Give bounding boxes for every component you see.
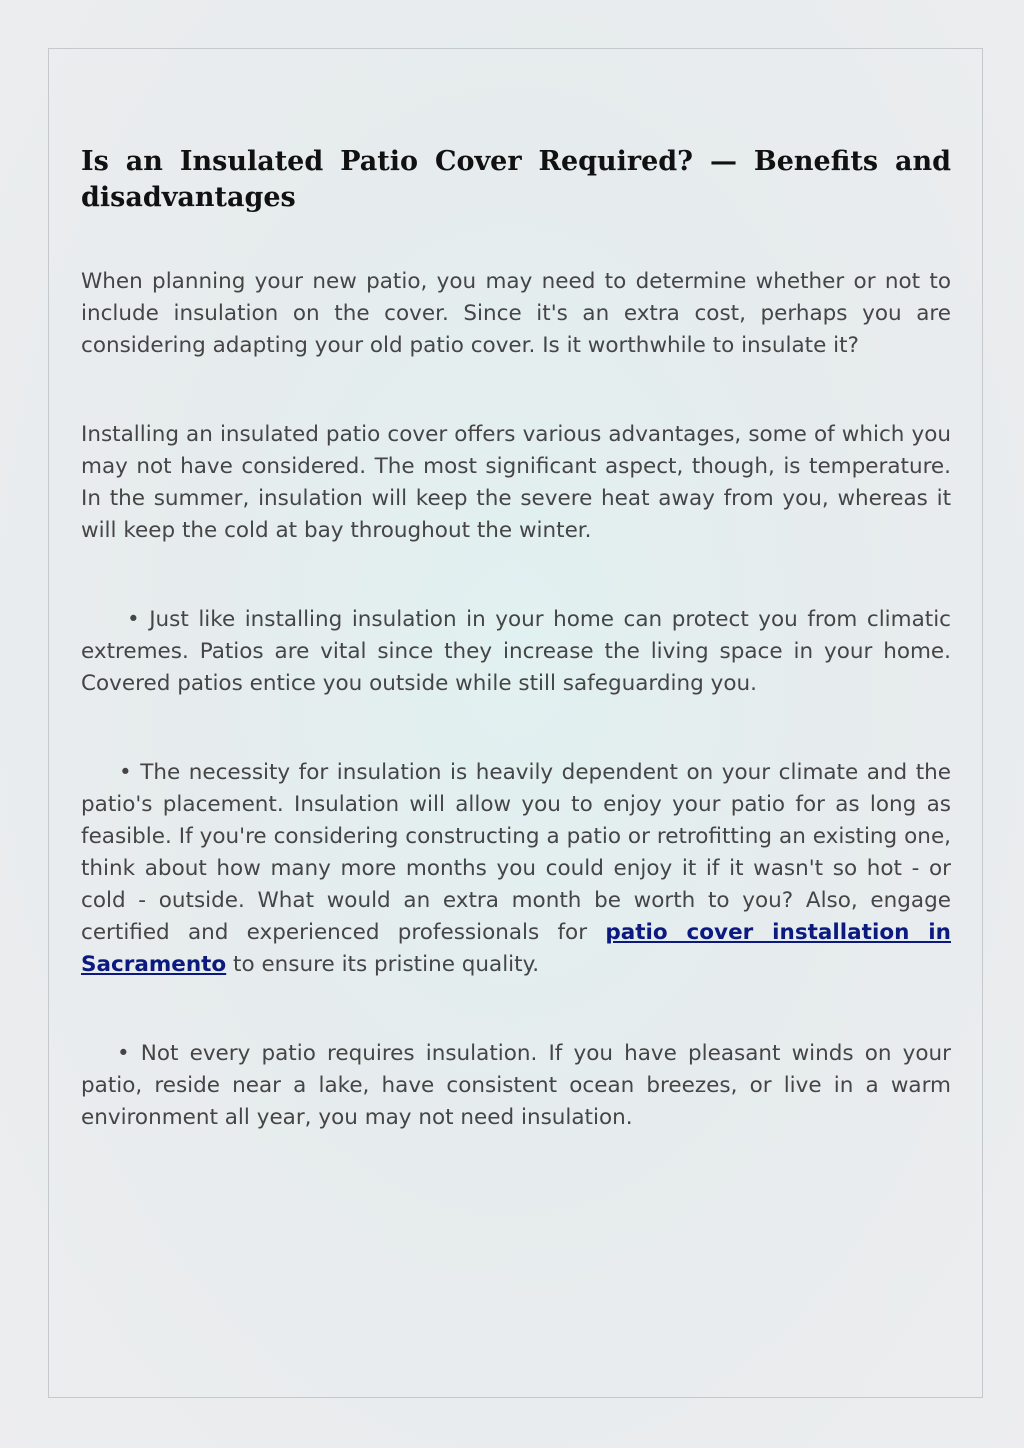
article-content <box>81 144 951 1134</box>
bullet-paragraph-home-insulation: • Just like installing insulation in your home can protect you from climatic extremes. Patios are vital since they increase the living space in your home. Covered patios entice you outside while still safeguarding you. <box>81 607 951 696</box>
bullet-paragraph-not-required: • Not every patio requires insulation. If you have pleasant winds on your patio, reside near a lake, have consistent ocean breezes, or live in a warm environment all year, you may not need insulation. <box>81 1041 951 1130</box>
document-page <box>48 48 983 1398</box>
article-title: Is an Insulated Patio Cover Required? — Benefits and disadvantages <box>81 146 951 213</box>
bullet-text-before-link: • The necessity for insulation is heavily dependent on your climate and the patio's placement. Insulation will allow you to enjoy your patio for as long as feasible. If you're considering constructing a patio or retrofitting an existing one, think about how many more months you could enjoy it if it wasn't so hot - or cold - outside. What would an extra month be worth to you? Also, engage certified and experienced professionals for <box>81 760 951 945</box>
bullet-text-after-link: to ensure its pristine quality. <box>226 952 540 977</box>
intro-paragraph: When planning your new patio, you may need to determine whether or not to include insulation on the cover. Since it's an extra cost, perhaps you are considering adapting your old patio cover. Is it worthwhile to insulate it? <box>81 269 951 358</box>
advantages-paragraph: Installing an insulated patio cover offers various advantages, some of which you may not have considered. The most significant aspect, though, is temperature. In the summer, insulation will keep the severe heat away from you, whereas it will keep the cold at bay throughout the winter. <box>81 422 951 543</box>
patio-cover-installation-link[interactable]: patio cover installation in Sacramento <box>81 920 951 977</box>
bullet-paragraph-climate-placement <box>81 757 951 981</box>
